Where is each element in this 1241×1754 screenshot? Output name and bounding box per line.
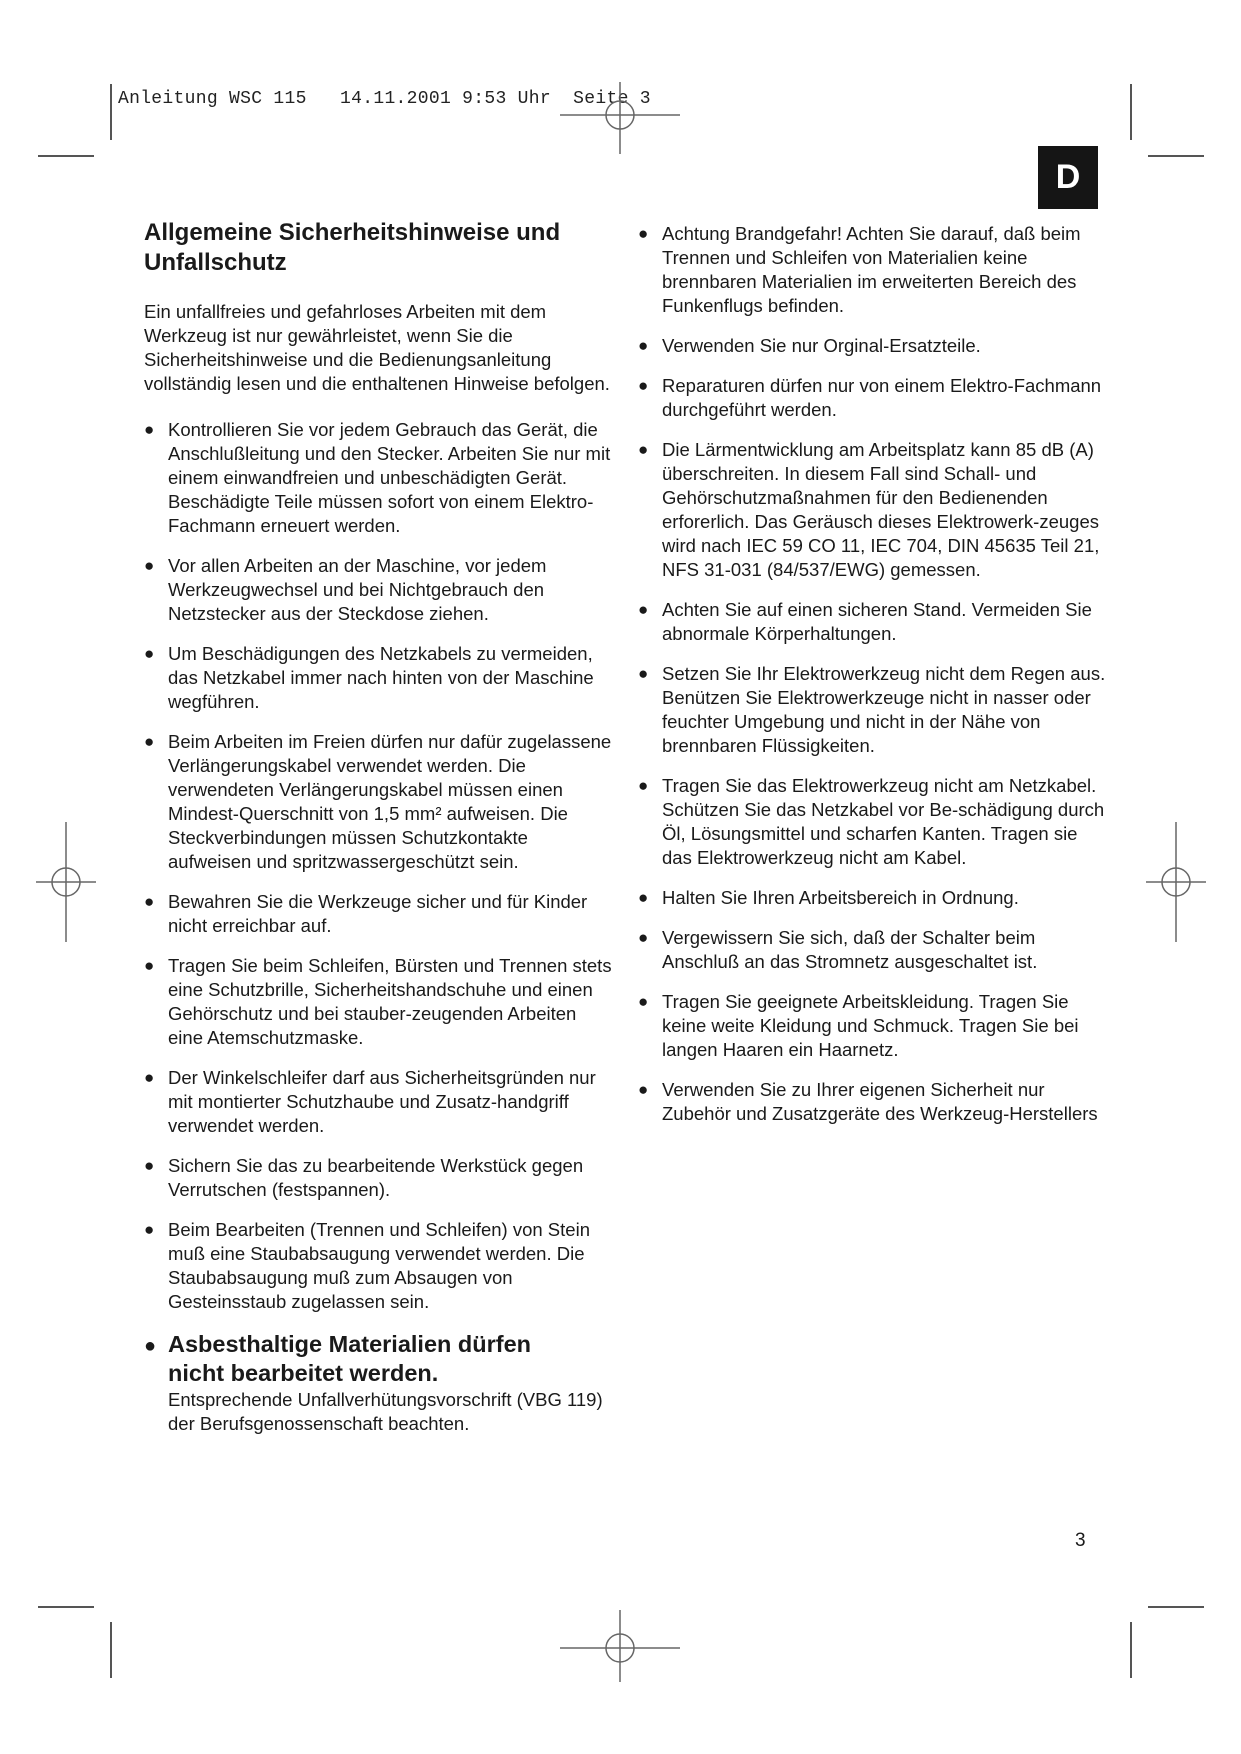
- crop-mark: [38, 155, 94, 157]
- crop-mark: [38, 1606, 94, 1608]
- crop-mark: [110, 84, 112, 140]
- bullet-icon: ●: [638, 776, 649, 795]
- list-item: ● Sichern Sie das zu bearbeitende Werkstück gegen Verrutschen (festspannen).: [144, 1155, 584, 1200]
- registration-mark-right: [1146, 822, 1206, 942]
- bullet-icon: ●: [144, 1335, 157, 1357]
- list-item: ● Verwenden Sie zu Ihrer eigenen Sicherheit nur Zubehör und Zusatzgeräte des Werkzeug-Herstellers: [638, 1079, 1098, 1124]
- asbestos-warning: [144, 1330, 614, 1436]
- bullet-icon: ●: [638, 440, 649, 459]
- right-column: [638, 222, 1108, 1142]
- bullet-icon: ●: [144, 892, 155, 911]
- bullet-icon: ●: [638, 992, 649, 1011]
- bullet-icon: ●: [144, 1220, 155, 1239]
- list-item: ● Die Lärmentwicklung am Arbeitsplatz kann 85 dB (A) überschreiten. In diesem Fall sind Schall- und Gehörschutzmaßnahmen für den Bedienenden erforerlich. Das Geräusch dieses Elektrowerk-zeuges wird nach IEC 59 CO 11, IEC 704, DIN 45635 Teil 21, NFS 31-031 (84/537/EWG) gemessen.: [638, 439, 1100, 580]
- bullet-icon: ●: [638, 224, 649, 243]
- list-item: ● Setzen Sie Ihr Elektrowerkzeug nicht dem Regen aus. Benützen Sie Elektrowerkzeuge nicht in nasser oder feuchter Umgebung und nicht in der Nähe von brennbaren Flüssigkeiten.: [638, 663, 1106, 756]
- list-item: ● Reparaturen dürfen nur von einem Elektro-Fachmann durchgeführt werden.: [638, 375, 1102, 420]
- list-item: ● Vergewissern Sie sich, daß der Schalter beim Anschluß an das Stromnetz ausgeschaltet ist.: [638, 927, 1038, 972]
- list-item: ● Vor allen Arbeiten an der Maschine, vor jedem Werkzeugwechsel und bei Nichtgebrauch den Netzstecker aus der Steckdose ziehen.: [144, 555, 547, 624]
- registration-mark-left: [36, 822, 96, 942]
- bullet-icon: ●: [638, 928, 649, 947]
- list-item: ● Der Winkelschleifer darf aus Sicherheitsgründen nur mit montierter Schutzhaube und Zusatz-handgriff verwendet werden.: [144, 1067, 596, 1136]
- bullet-icon: ●: [638, 600, 649, 619]
- crop-mark: [1130, 1622, 1132, 1678]
- bullet-icon: ●: [144, 956, 155, 975]
- crop-mark: [1130, 84, 1132, 140]
- bullet-icon: ●: [638, 336, 649, 355]
- bullet-icon: ●: [638, 888, 649, 907]
- bullet-icon: ●: [144, 1156, 155, 1175]
- bullet-icon: ●: [144, 420, 155, 439]
- bullet-icon: ●: [638, 376, 649, 395]
- list-item: ● Beim Bearbeiten (Trennen und Schleifen) von Stein muß eine Staubabsaugung verwendet werden. Die Staubabsaugung muß zum Absaugen von Gesteinsstaub zugelassen sein.: [144, 1219, 590, 1312]
- list-item: ● Verwenden Sie nur Orginal-Ersatzteile.: [638, 335, 981, 356]
- crop-mark: [1148, 1606, 1204, 1608]
- list-item: ● Um Beschädigungen des Netzkabels zu vermeiden, das Netzkabel immer nach hinten von der Maschine wegführen.: [144, 643, 594, 712]
- list-item: ● Tragen Sie beim Schleifen, Bürsten und Trennen stets eine Schutzbrille, Sicherheitshandschuhe und einen Gehörschutz und bei stauber-zeugenden Arbeiten eine Atemschutzmaske.: [144, 955, 612, 1048]
- intro-paragraph: Ein unfallfreies und gefahrloses Arbeiten mit dem Werkzeug ist nur gewährleistet, wenn Sie die Sicherheitshinweise und die Bedienungsanleitung vollständig lesen und die enthaltenen Hinweise befolgen.: [144, 301, 610, 394]
- list-item: ● Tragen Sie geeignete Arbeitskleidung. Tragen Sie keine weite Kleidung und Schmuck. Tragen Sie bei langen Haaren ein Haarnetz.: [638, 991, 1079, 1060]
- crop-mark: [1148, 155, 1204, 157]
- bullet-icon: ●: [144, 644, 155, 663]
- list-item: ● Kontrollieren Sie vor jedem Gebrauch das Gerät, die Anschlußleitung und den Stecker. Arbeiten Sie nur mit einem einwandfreien und unbeschädigten Gerät. Beschädigte Teile müssen sofort von einem Elektro-Fachmann erneuert werden.: [144, 419, 611, 536]
- bullet-icon: ●: [638, 1080, 649, 1099]
- warning-text: Entsprechende Unfallverhütungsvorschrift (VBG 119) der Berufsgenossenschaft beachten.: [168, 1389, 603, 1434]
- safety-list-left: [144, 418, 614, 1314]
- bullet-icon: ●: [144, 732, 155, 751]
- list-item: ● Bewahren Sie die Werkzeuge sicher und für Kinder nicht erreichbar auf.: [144, 891, 588, 936]
- bullet-icon: ●: [144, 556, 155, 575]
- print-slug: Anleitung WSC 115 14.11.2001 9:53 Uhr Seite 3: [118, 89, 651, 109]
- crop-mark: [110, 1622, 112, 1678]
- list-item: ● Tragen Sie das Elektrowerkzeug nicht am Netzkabel. Schützen Sie das Netzkabel vor Be-schädigung durch Öl, Lösungsmittel und scharfen Kanten. Tragen sie das Elektrowerkzeug nicht am Kabel.: [638, 775, 1105, 868]
- page-number: 3: [1075, 1530, 1086, 1551]
- list-item: ● Achtung Brandgefahr! Achten Sie darauf, daß beim Trennen und Schleifen von Materialien keine brennbaren Materialien im erweiterten Bereich des Funkenflugs befinden.: [638, 223, 1081, 316]
- safety-list-right: [638, 222, 1108, 1126]
- left-column: [144, 218, 614, 1436]
- list-item: ● Beim Arbeiten im Freien dürfen nur dafür zugelassene Verlängerungskabel verwendet werden. Die verwendeten Verlängerungskabel müssen einen Mindest-Querschnitt von 1,5 mm² aufweisen. Die Steckverbindungen müssen Schutzkontakte aufweisen und spritzwassergeschützt sein.: [144, 731, 612, 872]
- language-badge: D: [1038, 146, 1098, 209]
- bullet-icon: ●: [144, 1068, 155, 1087]
- registration-mark-top: [560, 82, 680, 154]
- registration-mark-bottom: [560, 1610, 680, 1682]
- section-heading: Allgemeine Sicherheitshinweise und Unfallschutz: [144, 219, 561, 276]
- list-item: ● Achten Sie auf einen sicheren Stand. Vermeiden Sie abnormale Körperhaltungen.: [638, 599, 1092, 644]
- bullet-icon: ●: [638, 664, 649, 683]
- warning-title-line1: Asbesthaltige Materialien dürfen: [168, 1331, 532, 1357]
- list-item: ● Halten Sie Ihren Arbeitsbereich in Ordnung.: [638, 887, 1019, 908]
- warning-title-line2: nicht bearbeitet werden.: [168, 1360, 439, 1386]
